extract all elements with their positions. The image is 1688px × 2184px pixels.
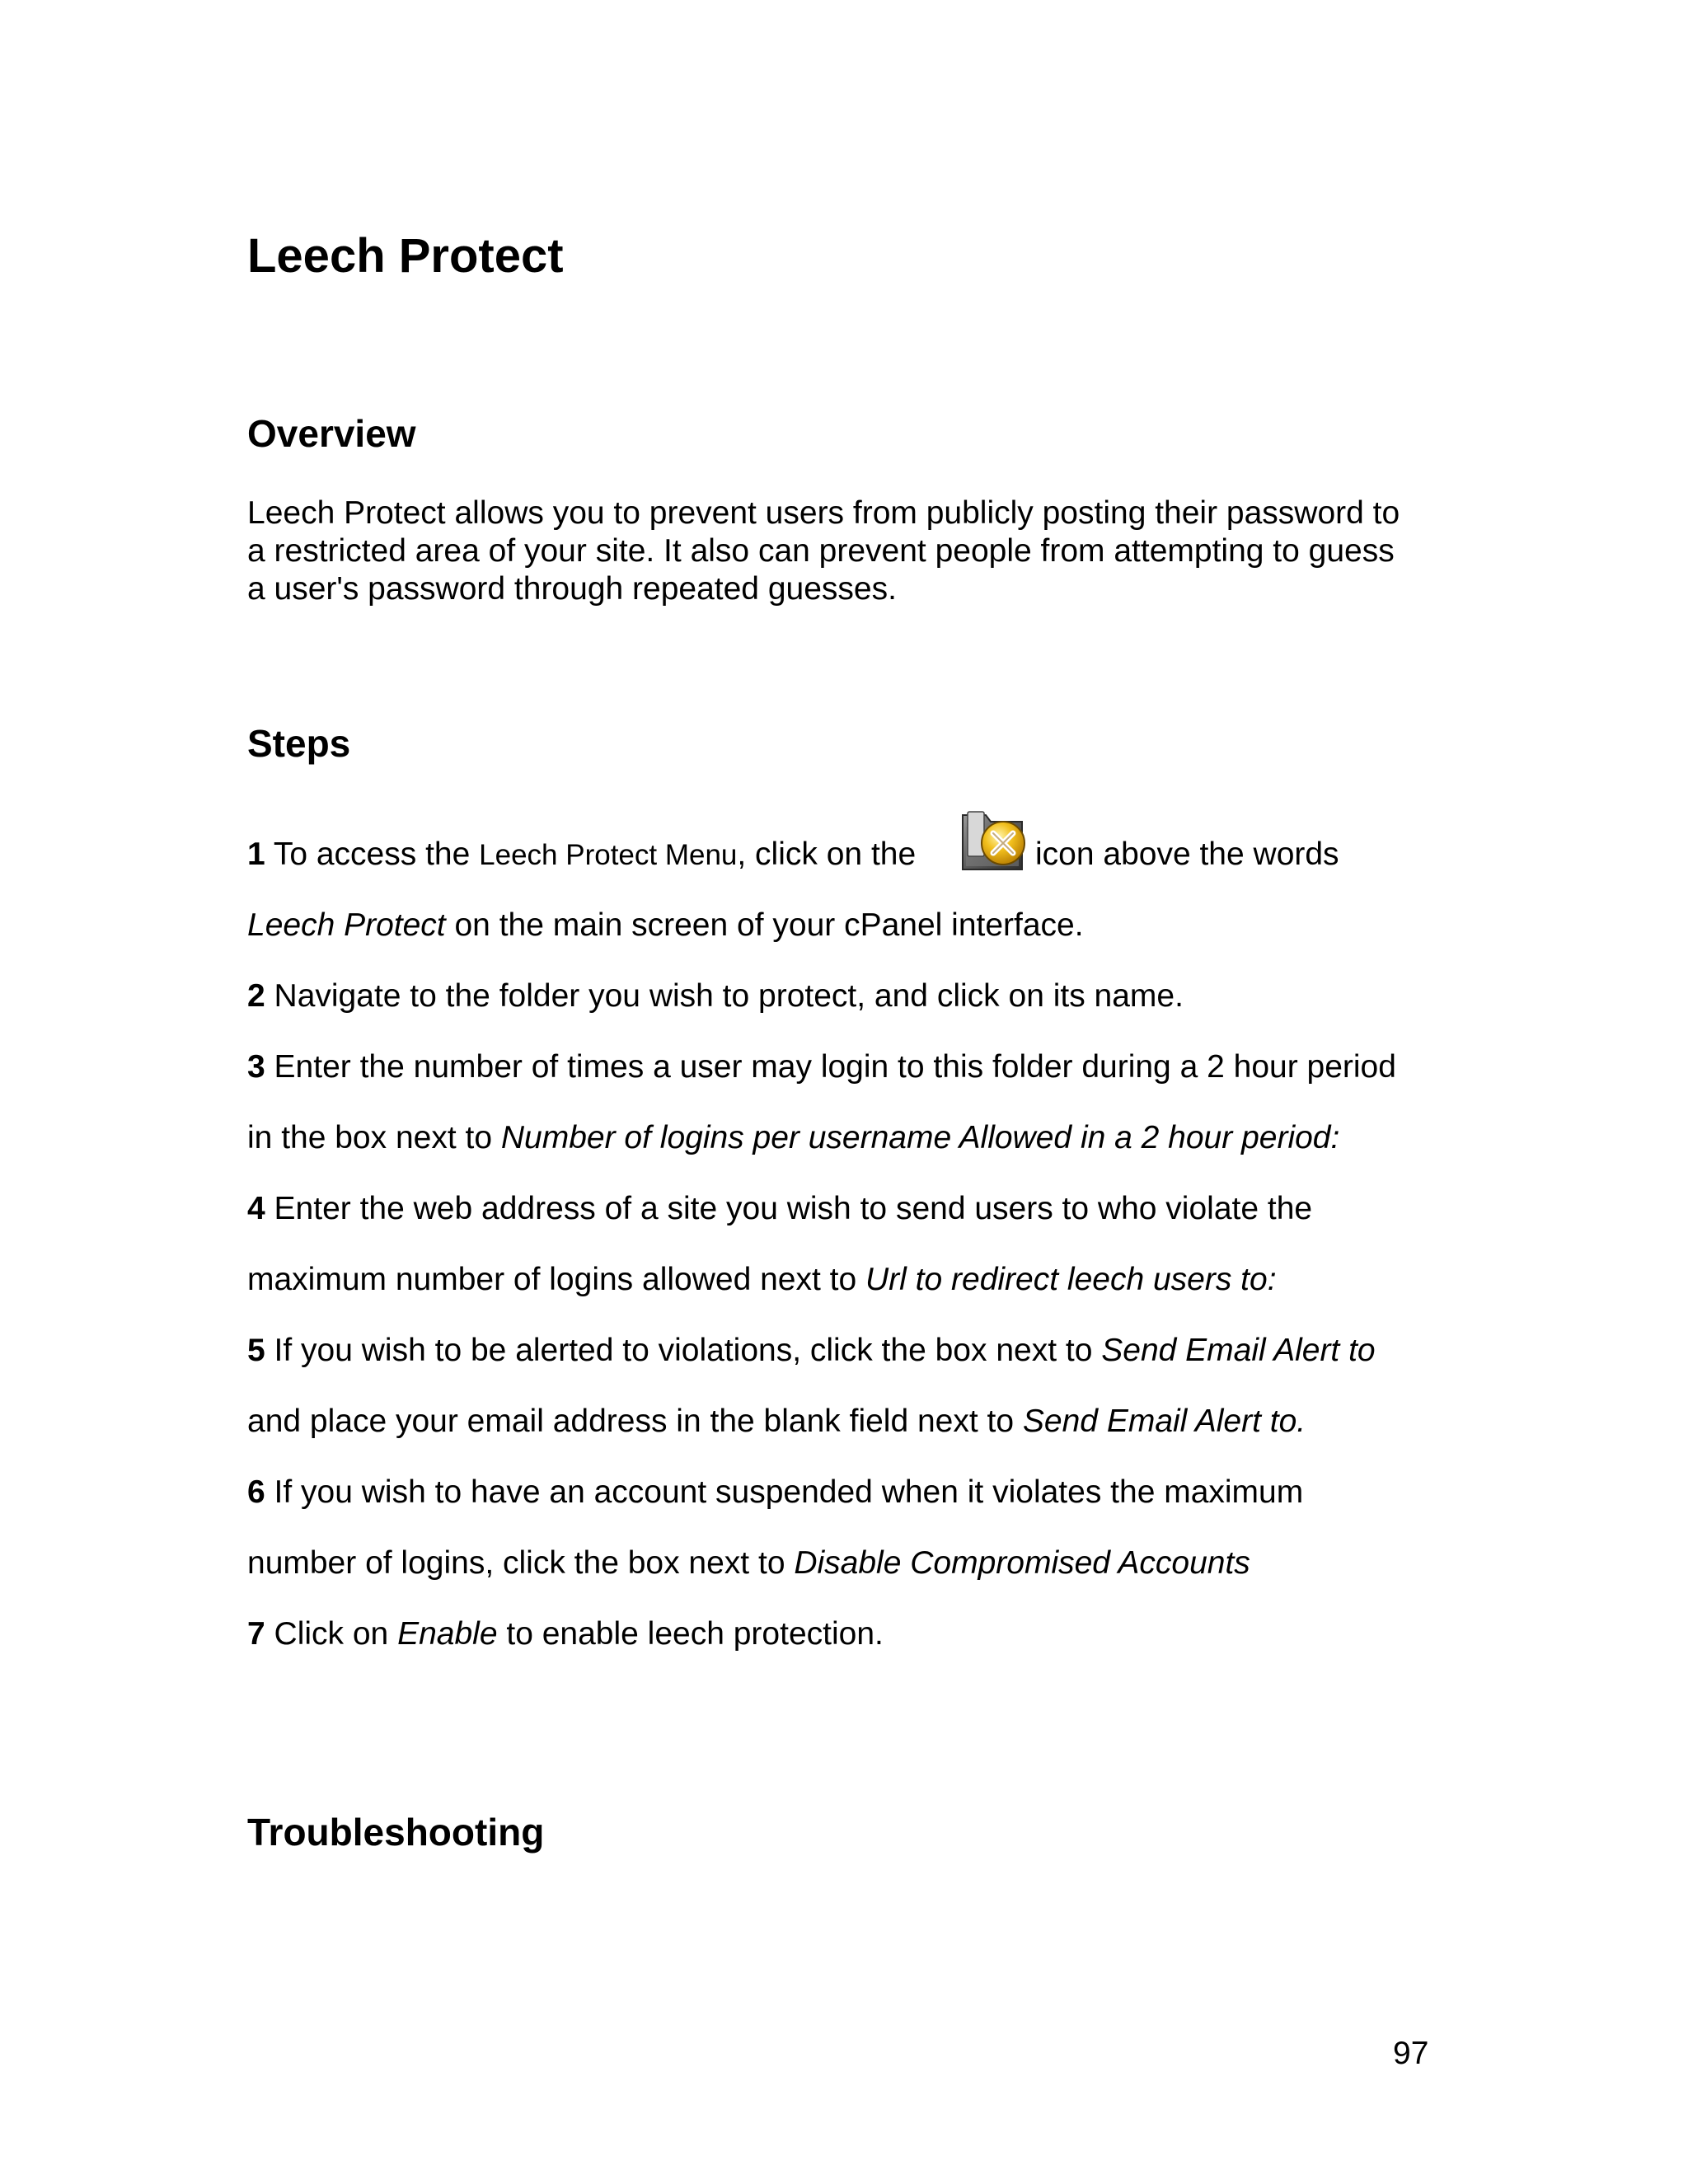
step-text: number of logins, click the box next to (247, 1545, 795, 1581)
steps-heading: Steps (247, 722, 351, 765)
step-3-line-1 (247, 1051, 1396, 1083)
step-text: , click on the (737, 837, 917, 872)
step-number: 4 (247, 1191, 265, 1226)
step-7-line (247, 1618, 884, 1650)
page-number: 97 (1393, 2036, 1429, 2071)
enable-label: Enable (397, 1616, 498, 1652)
overview-line: a restricted area of your site. It also can prevent people from attempting to guess (247, 533, 1395, 569)
step-text: in the box next to (247, 1120, 501, 1155)
step-text: to enable leech protection. (497, 1616, 884, 1652)
step-text: Enter the number of times a user may login to this folder during a 2 hour period (265, 1049, 1396, 1085)
step-text: If you wish to be alerted to violations, click the box next to (265, 1333, 1102, 1368)
step-text: on the main screen of your cPanel interface. (445, 907, 1084, 943)
step-text: To access the (265, 837, 480, 872)
step-6-line-1 (247, 1476, 1303, 1508)
step-1-line-2 (247, 909, 1084, 941)
step-4-line-2 (247, 1263, 1277, 1296)
step-5-line-1 (247, 1334, 1376, 1366)
overview-heading: Overview (247, 412, 416, 455)
field-label: Url to redirect leech users to: (865, 1262, 1277, 1297)
field-label: Send Email Alert to (1101, 1333, 1376, 1368)
overview-line: Leech Protect allows you to prevent users from publicly posting their password to (247, 495, 1400, 531)
step-text: and place your email address in the blank field next to (247, 1404, 1023, 1439)
leech-protect-label: Leech Protect (247, 907, 446, 943)
step-4-line-1 (247, 1193, 1312, 1225)
step-3-line-2 (247, 1122, 1339, 1154)
step-text: If you wish to have an account suspended when it violates the maximum (265, 1474, 1304, 1510)
step-number: 1 (247, 837, 265, 872)
step-number: 5 (247, 1333, 265, 1368)
step-1-line-1 (247, 838, 916, 870)
overview-line: a user's password through repeated guesses. (247, 571, 897, 607)
page-title: Leech Protect (247, 229, 564, 283)
troubleshooting-heading: Troubleshooting (247, 1811, 545, 1854)
step-2-line (247, 980, 1184, 1012)
step-text: Enter the web address of a site you wish to send users to who violate the (265, 1191, 1313, 1226)
step-6-line-2 (247, 1547, 1250, 1579)
step-number: 7 (247, 1616, 265, 1652)
field-label: Send Email Alert to. (1022, 1404, 1306, 1439)
step-5-line-2 (247, 1405, 1306, 1437)
field-label: Disable Compromised Accounts (794, 1545, 1250, 1581)
leech-protect-folder-icon (958, 807, 1029, 874)
leech-protect-menu-label: Leech Protect Menu (479, 839, 738, 871)
step-number: 3 (247, 1049, 265, 1085)
step-text: Navigate to the folder you wish to protect, and click on its name. (265, 978, 1184, 1014)
overview-paragraph (247, 494, 1442, 608)
field-label: Number of logins per username Allowed in a 2 hour period: (500, 1120, 1340, 1155)
step-text: Click on (265, 1616, 398, 1652)
step-1-line-1-end: icon above the words (1035, 837, 1339, 872)
step-number: 2 (247, 978, 265, 1014)
step-number: 6 (247, 1474, 265, 1510)
step-text: maximum number of logins allowed next to (247, 1262, 866, 1297)
